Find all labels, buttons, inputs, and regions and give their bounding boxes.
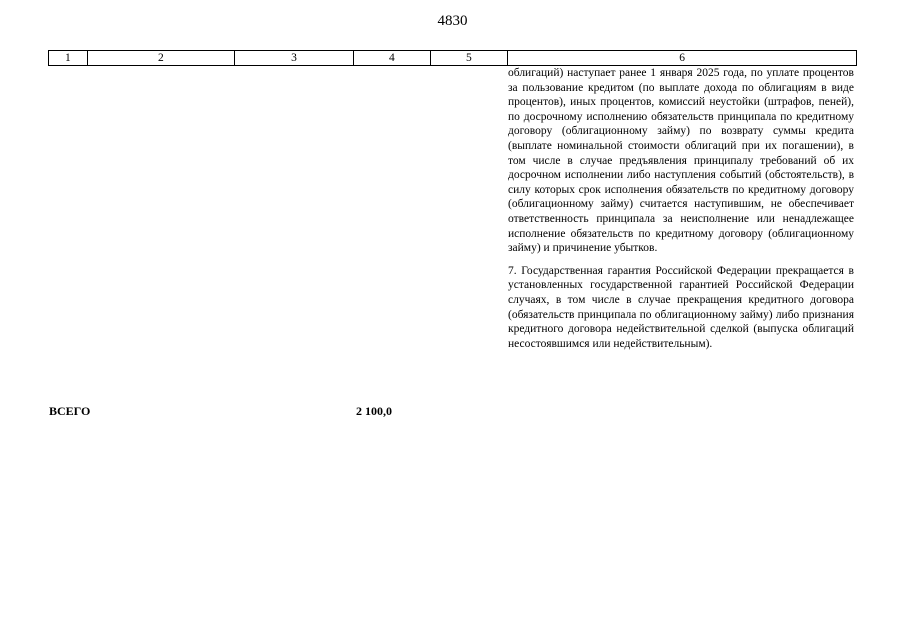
column-6-text [508,66,854,359]
total-value: 2 100,0 [356,404,392,418]
column-header-5: 5 [430,51,508,66]
column-6-paragraph-1: облигаций) наступает ранее 1 января 2025 года, по уплате процентов за пользование кредитом (по выплате дохода по облигациям в виде процентов), иных процентов, комиссий неустойки (штрафов, пеней), по досрочному исполнению обязательств принципала по кредитному договору (облигационному займу) по возврату суммы кредита (выплате номинальной стоимости облигаций при их погашении), в том числе в случае предъявления принципалу требований об их досрочном исполнении либо наступления событий (обстоятельств), в силу которых срок исполнения обязательств по кредитному договору (облигационному займу) считается наступившим, не обеспечивает ответственность принципала за неисполнение или ненадлежащее исполнение обязательств по кредитному договору (облигационному займу) и причинение убытков. [508,67,854,255]
table-header-row [49,51,857,66]
column-header-6: 6 [508,51,857,66]
column-header-1: 1 [49,51,88,66]
page-number: 4830 [437,13,468,29]
column-header-4: 4 [354,51,431,66]
document-table [48,50,857,66]
total-label: ВСЕГО [49,404,91,418]
column-6-paragraph-2: 7. Государственная гарантия Российской Федерации прекращается в установленных государственной гарантией Российской Федерации случаях, в том числе в случае прекращения кредитного договора (обязательств принципала по облигационному займу) либо признания кредитного договора недействительной сделкой (выпуска облигаций несостоявшимся или недействительным). [508,264,854,350]
column-header-2: 2 [87,51,234,66]
column-header-3: 3 [234,51,353,66]
